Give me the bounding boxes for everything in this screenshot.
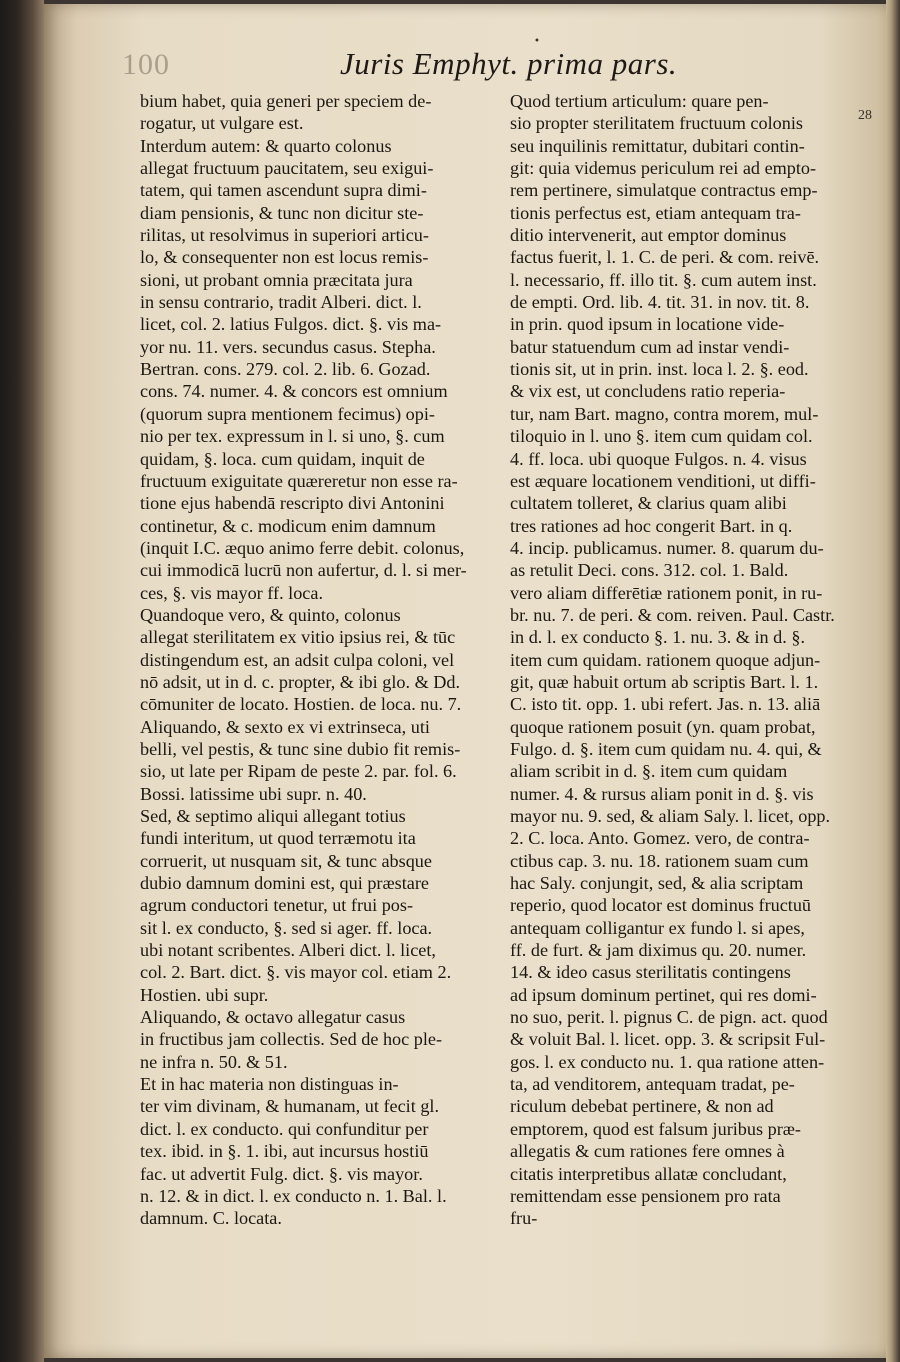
text-line: ad ipsum dominum pertinet, qui res domi- xyxy=(510,984,817,1005)
text-line: C. isto tit. opp. 1. ubi refert. Jas. n. 13. aliā xyxy=(510,694,821,715)
text-line: tionis perfectus est, etiam antequam tra- xyxy=(510,202,801,223)
text-line: ditio intervenerit, aut emptor dominus xyxy=(510,225,787,246)
right-text-column xyxy=(510,90,855,1230)
text-line: ff. de furt. & jam diximus qu. 20. numer. xyxy=(510,940,807,961)
text-line: allegat sterilitatem ex vitio ipsius rei, & tūc xyxy=(140,627,456,648)
left-text-column xyxy=(140,90,495,1230)
text-line: corruerit, ut nusquam sit, & tunc absque xyxy=(140,850,432,871)
text-line: l. necessario, ff. illo tit. §. cum autem inst. xyxy=(510,269,817,290)
text-line: cons. 74. numer. 4. & concors est omnium xyxy=(140,381,448,402)
text-line: gos. l. ex conducto nu. 1. qua ratione atten- xyxy=(510,1051,825,1072)
text-line: tatem, qui tamen ascendunt supra dimi- xyxy=(140,180,427,201)
text-line: allegatis & cum rationes fere omnes à xyxy=(510,1141,785,1162)
text-line: 4. ff. loca. ubi quoque Fulgos. n. 4. visus xyxy=(510,448,807,469)
text-line: nō adsit, ut in d. c. propter, & ibi glo. & Dd. xyxy=(140,671,461,692)
text-line: ne infra n. 50. & 51. xyxy=(140,1051,288,1072)
text-line: in sensu contrario, tradit Alberi. dict. l. xyxy=(140,292,422,313)
text-line: ubi notant scribentes. Alberi dict. l. licet, xyxy=(140,940,436,961)
text-line: in d. l. ex conducto §. 1. nu. 3. & in d. §. xyxy=(510,627,806,648)
text-line: agrum conductori tenetur, ut frui pos- xyxy=(140,895,414,916)
text-line: nio per tex. expressum in l. si uno, §. cum xyxy=(140,426,445,447)
text-line: aliam scribit in d. §. item cum quidam xyxy=(510,761,788,782)
text-line: licet, col. 2. latius Fulgos. dict. §. vis ma- xyxy=(140,314,442,335)
text-line: rem pertinere, simulatque contractus emp- xyxy=(510,180,818,201)
text-line: git, quæ habuit ortum ab scriptis Bart. l. 1. xyxy=(510,671,819,692)
text-line: ta, ad venditorem, antequam tradat, pe- xyxy=(510,1074,795,1095)
text-line: fructuum exiguitate quæreretur non esse ra- xyxy=(140,470,458,491)
text-line: fundi interitum, ut quod terræmotu ita xyxy=(140,828,416,849)
text-line: reperio, quod locator est dominus fructuū xyxy=(510,895,812,916)
text-line: Aliquando, & sexto ex vi extrinseca, uti xyxy=(140,716,430,737)
text-line: ces, §. vis mayor ff. loca. xyxy=(140,582,324,603)
text-line: fru- xyxy=(510,1208,538,1229)
text-line: no suo, perit. l. pignus C. de pign. act. quod xyxy=(510,1007,828,1028)
text-line: dict. l. ex conducto. qui confunditur per xyxy=(140,1118,429,1139)
text-line: dubio damnum domini est, qui præstare xyxy=(140,873,429,894)
text-line: tres rationes ad hoc congerit Bart. in q. xyxy=(510,515,793,536)
text-line: tionis sit, ut in prin. inst. loca l. 2. §. eod. xyxy=(510,359,809,380)
margin-number: 28 xyxy=(858,108,872,123)
text-line: as retulit Deci. cons. 312. col. 1. Bald. xyxy=(510,560,789,581)
text-line: rilitas, ut resolvimus in superiori articu- xyxy=(140,225,429,246)
text-line: tur, nam Bart. magno, contra morem, mul- xyxy=(510,403,819,424)
text-line: Et in hac materia non distinguas in- xyxy=(140,1074,399,1095)
text-line: vero aliam differētiæ rationem ponit, in ru- xyxy=(510,582,823,603)
text-line: belli, vel pestis, & tunc sine dubio fit remis- xyxy=(140,738,461,759)
text-line: (inquit I.C. æquo animo ferre debit. colonus, xyxy=(140,537,465,558)
text-line: batur statuendum cum ad instar vendi- xyxy=(510,336,790,357)
text-line: sio propter sterilitatem fructuum colonis xyxy=(510,113,803,134)
text-line: br. nu. 7. de peri. & com. reiven. Paul. Castr. xyxy=(510,604,835,625)
page-edge xyxy=(886,0,900,1362)
text-line: item cum quidam. rationem quoque adjun- xyxy=(510,649,821,670)
text-line: 2. C. loca. Anto. Gomez. vero, de contra- xyxy=(510,828,810,849)
text-line: rogatur, ut vulgare est. xyxy=(140,113,304,134)
text-line: tione ejus habendā rescripto divi Antonini xyxy=(140,493,445,514)
text-line: Quandoque vero, & quinto, colonus xyxy=(140,604,401,625)
text-line: ter vim divinam, & humanam, ut fecit gl. xyxy=(140,1096,440,1117)
text-line: remittendam esse pensionem pro rata xyxy=(510,1185,781,1206)
text-line: Bertran. cons. 279. col. 2. lib. 6. Gozad. xyxy=(140,359,431,380)
text-line: tiloquio in l. uno §. item cum quidam col. xyxy=(510,426,813,447)
text-line: Fulgo. d. §. item cum quidam nu. 4. qui, & xyxy=(510,738,822,759)
text-line: lo, & consequenter non est locus remis- xyxy=(140,247,429,268)
text-line: Quod tertium articulum: quare pen- xyxy=(510,91,769,111)
text-line: 4. incip. publicamus. numer. 8. quarum du- xyxy=(510,537,824,558)
running-head: Juris Emphyt. prima pars. xyxy=(340,46,678,81)
text-line: (quorum supra mentionem fecimus) opi- xyxy=(140,403,435,424)
text-line: numer. 4. & rursus aliam ponit in d. §. vis xyxy=(510,783,814,804)
text-line: continetur, & c. modicum enim damnum xyxy=(140,515,436,536)
text-line: in fructibus jam collectis. Sed de hoc ple- xyxy=(140,1029,443,1050)
text-line: bium habet, quia generi per speciem de- xyxy=(140,91,432,111)
text-line: Interdum autem: & quarto colonus xyxy=(140,135,392,156)
page-mark: • xyxy=(534,36,540,47)
text-line: citatis interpretibus allatæ concludant, xyxy=(510,1163,787,1184)
text-line: seu inquilinis remittatur, dubitari contin- xyxy=(510,135,805,156)
text-line: diam pensionis, & tunc non dicitur ste- xyxy=(140,202,424,223)
text-line: mayor nu. 9. sed, & aliam Saly. l. licet, opp. xyxy=(510,806,831,826)
text-line: riculum debebat pertinere, & non ad xyxy=(510,1096,774,1117)
text-line: quoque rationem posuit (yn. quam probat, xyxy=(510,716,816,737)
text-line: & vix est, ut concludens ratio reperia- xyxy=(510,381,786,402)
text-line: cōmuniter de locato. Hostien. de loca. nu. 7. xyxy=(140,694,462,715)
text-line: distingendum est, an adsit culpa coloni, vel xyxy=(140,649,455,670)
text-line: damnum. C. locata. xyxy=(140,1208,282,1229)
text-line: yor nu. 11. vers. secundus casus. Stepha. xyxy=(140,336,436,357)
text-line: Hostien. ubi supr. xyxy=(140,984,269,1005)
text-line: cultatem tolleret, & clarius quam alibi xyxy=(510,493,787,514)
text-line: & voluit Bal. l. licet. opp. 3. & scripsit Ful- xyxy=(510,1029,826,1050)
text-line: sioni, ut probant omnia præcitata jura xyxy=(140,269,413,290)
text-line: git: quia videmus periculum rei ad empto- xyxy=(510,158,817,179)
text-line: Aliquando, & octavo allegatur casus xyxy=(140,1007,406,1028)
text-line: quidam, §. loca. cum quidam, inquit de xyxy=(140,448,425,469)
text-line: fac. ut advertit Fulg. dict. §. vis mayor. xyxy=(140,1163,423,1184)
text-line: est æquare locationem venditioni, ut diffi- xyxy=(510,470,816,491)
text-line: 14. & ideo casus sterilitatis contingens xyxy=(510,962,791,983)
text-line: hac Saly. conjungit, sed, & alia scriptam xyxy=(510,873,804,894)
text-line: Bossi. latissime ubi supr. n. 40. xyxy=(140,783,367,804)
text-line: de empti. Ord. lib. 4. tit. 31. in nov. tit. 8. xyxy=(510,292,810,313)
text-line: n. 12. & in dict. l. ex conducto n. 1. Bal. l. xyxy=(140,1185,447,1206)
text-line: antequam colligantur ex fundo l. si apes, xyxy=(510,917,805,938)
text-line: tex. ibid. in §. 1. ibi, aut incursus hostiū xyxy=(140,1141,429,1162)
text-line: col. 2. Bart. dict. §. vis mayor col. etiam 2. xyxy=(140,962,452,983)
text-line: ctibus cap. 3. nu. 18. rationem suam cum xyxy=(510,850,809,871)
text-line: emptorem, quod est falsum juribus præ- xyxy=(510,1118,801,1139)
text-line: cui immodicā lucrū non aufertur, d. l. si mer- xyxy=(140,560,467,581)
book-spine xyxy=(0,0,44,1362)
text-line: sio, ut late per Ripam de peste 2. par. fol. 6. xyxy=(140,761,457,782)
text-line: Sed, & septimo aliqui allegant totius xyxy=(140,806,406,826)
text-line: allegat fructuum paucitatem, seu exigui- xyxy=(140,158,434,179)
text-line: sit l. ex conducto, §. sed si ager. ff. loca. xyxy=(140,917,433,938)
text-line: factus fuerit, l. 1. C. de peri. & com. reivē. xyxy=(510,247,820,268)
text-line: in prin. quod ipsum in locatione vide- xyxy=(510,314,785,335)
page-number: 100 xyxy=(122,48,170,81)
